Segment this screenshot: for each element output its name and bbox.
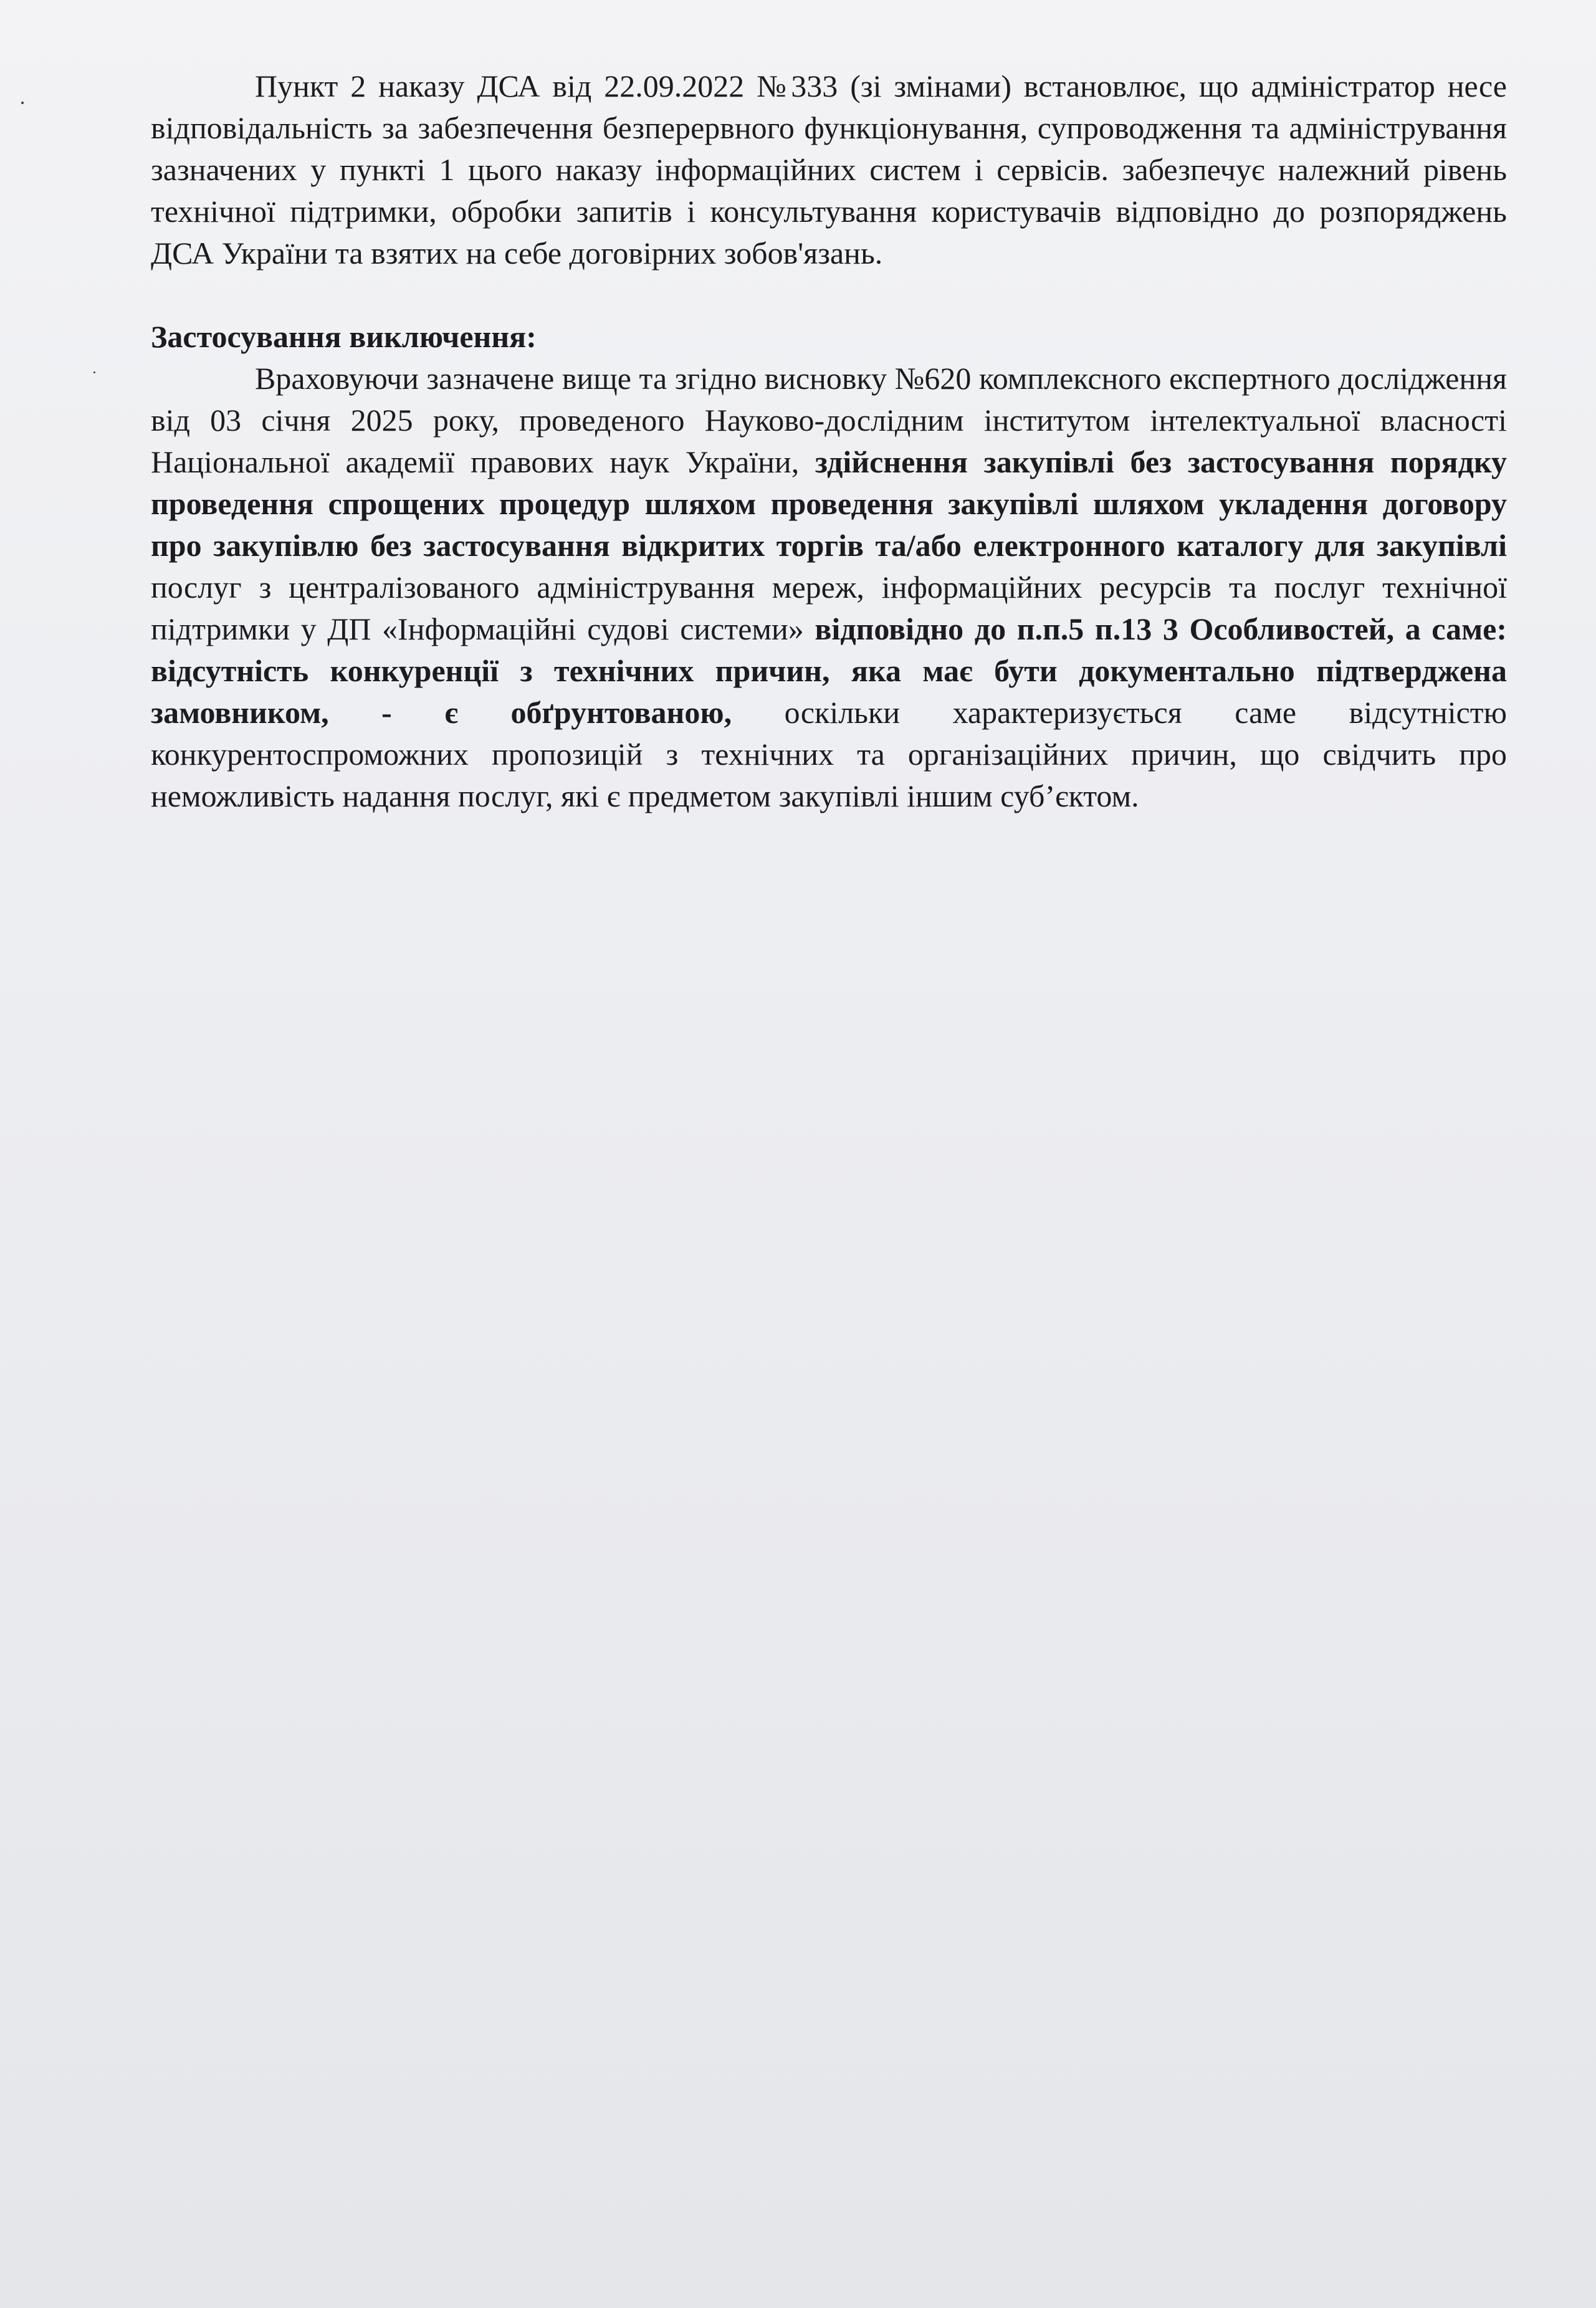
margin-speck	[21, 102, 24, 104]
section-heading: Застосування виключення:	[151, 319, 537, 354]
bold-procurement-statement: здійснення закупівлі без застосування порядку проведення спрощених процедур шляхом проведення закупівлі шляхом укладення договору про закупівлю без застосування відкритих торгів та/або електронного каталогу для закупівлі	[151, 444, 1507, 563]
paragraph-admin-responsibility: Пункт 2 наказу ДСА від 22.09.2022 №333 (зі змінами) встановлює, що адміністратор несе відповідальність за забезпечення безперервного функціонування, супроводження та адміністрування зазначених у пункті 1 цього наказу інформаційних систем і сервісів. забезпечує належний рівень технічної підтримки, обробки запитів і консультування користувачів відповідно до розпоряджень ДСА України та взятих на себе договірних зобов'язань.	[151, 69, 1507, 271]
paragraph-exception-justification	[151, 358, 1507, 817]
document-body	[151, 65, 1507, 817]
margin-speck	[93, 371, 95, 373]
bold-legal-basis: відповідно до п.п.5 п.13 3 Особливостей, а саме: відсутність конкуренції з технічних причин, яка має бути документально підтверджена замовником, - є обґрунтованою,	[151, 611, 1508, 730]
paragraph-text: оскільки характеризується саме відсутністю конкурентоспроможних пропозицій з технічних та організаційних причин, що свідчить про неможливість надання послуг, які є предметом закупівлі іншим суб’єктом.	[151, 695, 1507, 813]
paragraph-text: послуг з централізованого адміністрування мереж, інформаційних ресурсів та послуг технічної підтримки у ДП «Інформаційні судові системи»	[151, 570, 1507, 646]
paragraph-text: Враховуючи зазначене вище та згідно висновку №620 комплексного експертного дослідження від 03 січня 2025 року, проведеного Науково-дослідним інститутом інтелектуальної власності Національної академії правових наук України,	[151, 361, 1507, 479]
